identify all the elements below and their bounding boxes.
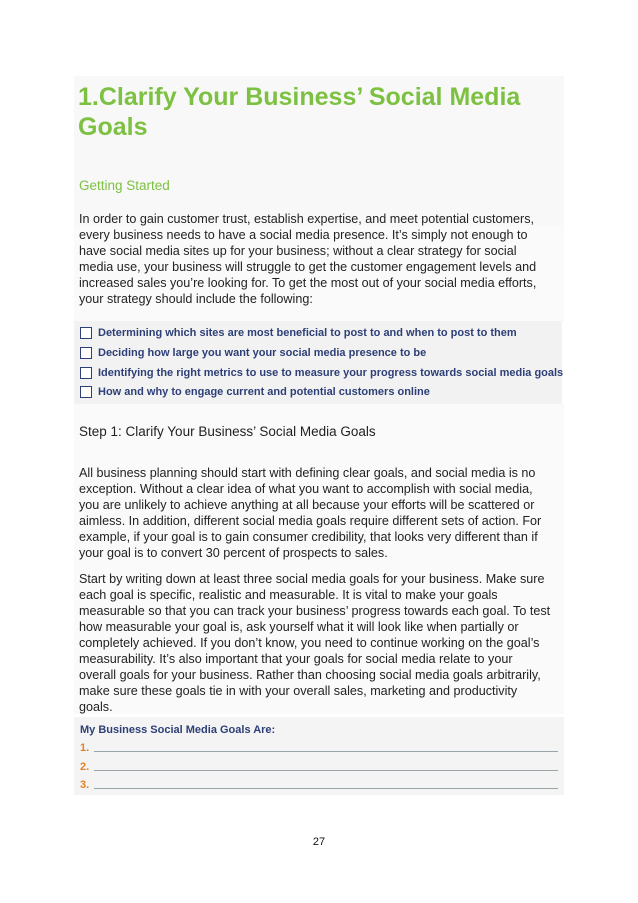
checklist-item: [80, 384, 430, 400]
goal-line[interactable]: [80, 775, 558, 791]
checklist-item-label: Identifying the right metrics to use to measure your progress towards social media goals: [98, 367, 564, 379]
intro-paragraph: In order to gain customer trust, establish expertise, and meet potential customers, every business needs to have a social media presence. It’s simply not enough to have social media sites up for your business; without a clear strategy for social media use, your business will struggle to get the customer engagement levels and increased sales you’re looking for. To get the most out of your social media efforts, your strategy should include the following:: [79, 212, 537, 306]
checklist-item-label: How and why to engage current and potential customers online: [98, 386, 430, 398]
checklist-item-label: Deciding how large you want your social media presence to be: [98, 347, 427, 359]
goal-number: 1.: [80, 742, 90, 754]
checklist-item-label: Determining which sites are most beneficial to post to and when to post to them: [98, 327, 517, 339]
goals-paragraph: All business planning should start with defining clear goals, and social media is no exception. Without a clear idea of what you want to accomplish with social media, you are unlikely to achieve anything at all because your efforts will be scattered or aimless. In addition, different social media goals require different sets of action. For example, if your goal is to gain consumer credibility, that looks very different than if your goal is to convert 30 percent of prospects to sales.: [79, 466, 542, 560]
goal-underline: [94, 769, 558, 771]
strategy-checklist: [74, 321, 562, 404]
goal-line[interactable]: [80, 757, 558, 773]
goal-number: 2.: [80, 761, 90, 773]
goals-worksheet-title: My Business Social Media Goals Are:: [80, 724, 276, 736]
goal-number: 3.: [80, 779, 90, 791]
goals-worksheet: [74, 717, 564, 795]
measurable-goals-paragraph: Start by writing down at least three social media goals for your business. Make sure each goal is specific, realistic and measurable. It is vital to make your goals measurable so that you can track your business’ progress towards each goal. To test how measurable your goal is, ask yourself what it will look like when partially or completely achieved. If you don’t know, you need to continue working on the goal’s measurability. It’s also important that your goals for social media relate to your overall goals for your business. Rather than choosing social media goals arbitrarily, make sure these goals tie in with your overall sales, marketing and productivity goals.: [79, 572, 551, 714]
goal-underline: [94, 787, 558, 789]
checkbox-icon[interactable]: [80, 327, 92, 339]
goal-line[interactable]: [80, 738, 558, 754]
getting-started-heading: Getting Started: [79, 178, 170, 193]
checkbox-icon[interactable]: [80, 386, 92, 398]
section-title: 1.Clarify Your Business’ Social Media Goals: [78, 83, 521, 141]
checklist-item: [80, 365, 563, 381]
page-number: 27: [312, 836, 326, 848]
checklist-item: [80, 345, 426, 361]
checkbox-icon[interactable]: [80, 367, 92, 379]
goal-underline: [94, 750, 558, 752]
checkbox-icon[interactable]: [80, 347, 92, 359]
step-1-heading: Step 1: Clarify Your Business’ Social Media Goals: [79, 424, 376, 439]
checklist-item: [80, 325, 517, 341]
